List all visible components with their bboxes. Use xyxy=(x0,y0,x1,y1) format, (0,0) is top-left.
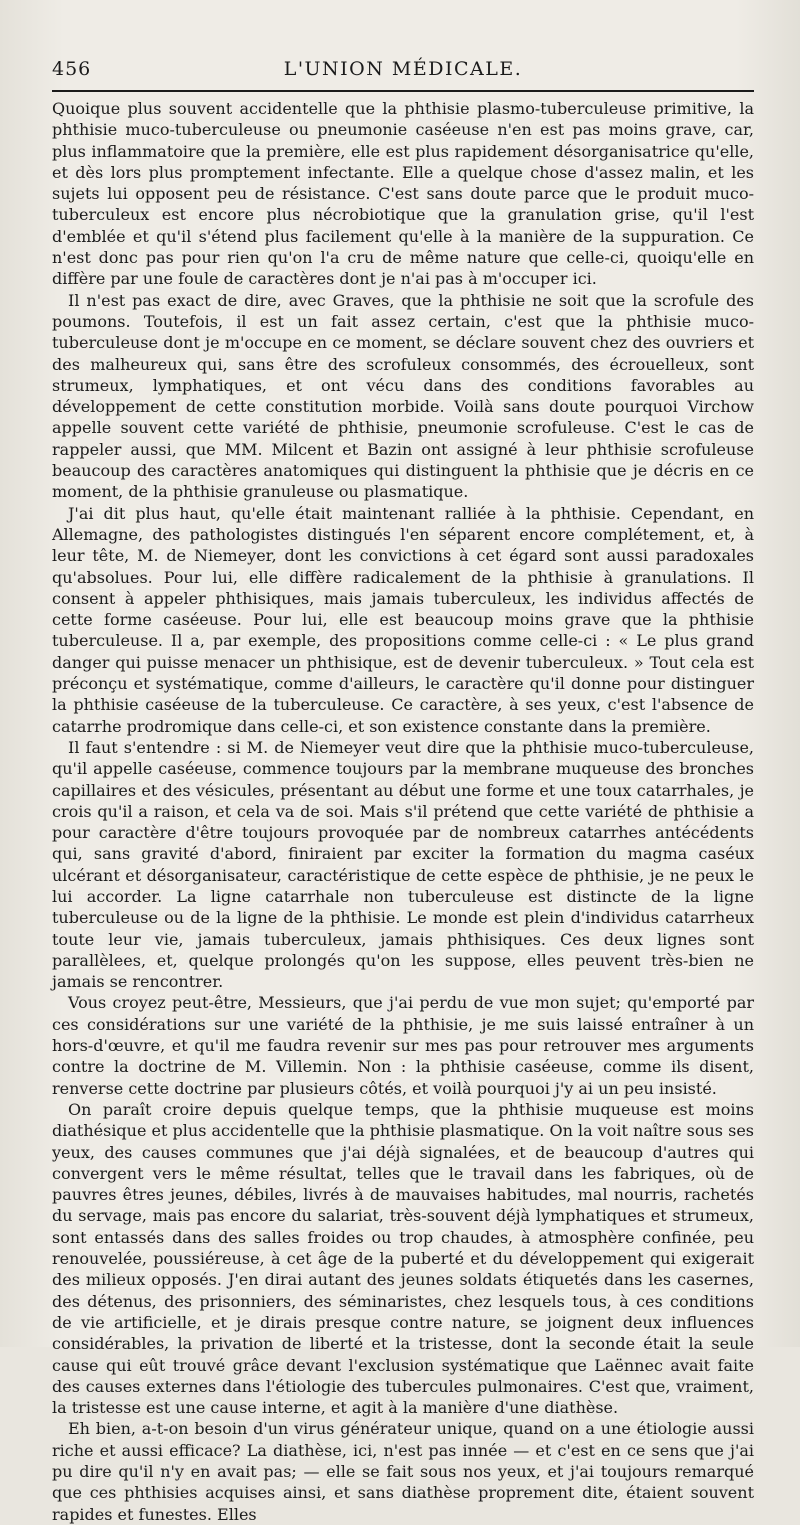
paragraph: J'ai dit plus haut, qu'elle était maintenant ralliée à la phthisie. Cependant, en Allemagne, des pathologistes distingués l'en séparent encore complétement, et, à leur tête, M. de Niemeyer, dont les convictions à cet égard sont aussi paradoxales qu'absolues. Pour lui, elle diffère radicalement de la phthisie à granulations. Il consent à appeler phthisiques, mais jamais tuberculeux, les individus affectés de cette forme caséeuse. Pour lui, elle est beaucoup moins grave que la phthisie tuberculeuse. Il a, par exemple, des propositions comme celle-ci : « Le plus grand danger qui puisse menacer un phthisique, est de devenir tuberculeux. » Tout cela est préconçu et systématique, comme d'ailleurs, le caractère qu'il donne pour distinguer la phthisie caséeuse de la tuberculeuse. Ce caractère, à ses yeux, c'est l'absence de catarrhe prodromique dans celle-ci, et son existence constante dans la première. xyxy=(52,503,754,736)
body-text xyxy=(52,98,754,1525)
paragraph: Il faut s'entendre : si M. de Niemeyer veut dire que la phthisie muco-tuberculeuse, qu'il appelle caséeuse, commence toujours par la membrane muqueuse des bronches capillaires et des vésicules, présentant au début une forme et une toux catarrhales, je crois qu'il a raison, et cela va de soi. Mais s'il prétend que cette variété de phthisie a pour caractère d'être toujours provoquée par de nombreux catarrhes antécédents qui, sans gravité d'abord, finiraient par exciter la formation du magma caséux ulcérant et désorganisateur, caractéristique de cette espèce de phthisie, je ne peux le lui accorder. La ligne catarrhale non tuberculeuse est distincte de la ligne tuberculeuse ou de la ligne de la phthisie. Le monde est plein d'individus catarrheux toute leur vie, jamais tuberculeux, jamais phthisiques. Ces deux lignes sont parallèlees, et, quelque prolongés qu'on les suppose, elles peuvent très-bien ne jamais se rencontrer. xyxy=(52,737,754,992)
running-title: L'UNION MÉDICALE. xyxy=(283,58,523,80)
paragraph: Quoique plus souvent accidentelle que la phthisie plasmo-tuberculeuse primitive, la phthisie muco-tuberculeuse ou pneumonie caséeuse n'en est pas moins grave, car, plus inflammatoire que la première, elle est plus rapidement désorganisatrice qu'elle, et dès lors plus promptement infectante. Elle a quelque chose d'assez malin, et les sujets lui opposent peu de résistance. C'est sans doute parce que le produit muco-tuberculeux est encore plus nécrobiotique que la granulation grise, qu'il l'est d'emblée et qu'il s'étend plus facilement qu'elle à la manière de la suppuration. Ce n'est donc pas pour rien qu'on l'a cru de même nature que celle-ci, quoiqu'elle en diffère par une foule de caractères dont je n'ai pas à m'occuper ici. xyxy=(52,99,754,289)
paragraph: Il n'est pas exact de dire, avec Graves, que la phthisie ne soit que la scrofule des poumons. Toutefois, il est un fait assez certain, c'est que la phthisie muco-tuberculeuse dont je m'occupe en ce moment, se déclare souvent chez des ouvriers et des malheureux qui, sans être des scrofuleux consommés, des écrouelleux, sont strumeux, lymphatiques, et ont vécu dans des conditions favorables au développement de cette constitution morbide. Voilà sans doute pourquoi Virchow appelle souvent cette variété de phthisie, pneumonie scrofuleuse. C'est le cas de rappeler aussi, que MM. Milcent et Bazin ont assigné à leur phthisie scrofuleuse beaucoup des caractères anatomiques qui distinguent la phthisie que je décris en ce moment, de la phthisie granuleuse ou plasmatique. xyxy=(52,290,754,502)
header-rule xyxy=(52,90,754,92)
paragraph: Eh bien, a-t-on besoin d'un virus générateur unique, quand on a une étiologie aussi riche et aussi efficace? La diathèse, ici, n'est pas innée — et c'est en ce sens que j'ai pu dire qu'il n'y en avait pas; — elle se fait sous nos yeux, et j'ai toujours remarqué que ces phthisies acquises ainsi, et sans diathèse proprement dite, étaient souvent rapides et funestes. Elles xyxy=(52,1419,754,1524)
page-number: 456 xyxy=(52,58,92,80)
page-header xyxy=(52,52,754,90)
paragraph: On paraît croire depuis quelque temps, que la phthisie muqueuse est moins diathésique et plus accidentelle que la phthisie plasmatique. On la voit naître sous ses yeux, des causes communes que j'ai déjà signalées, et de beaucoup d'autres qui convergent vers le même résultat, telles que le travail dans les fabriques, où de pauvres êtres jeunes, débiles, livrés à de mauvaises habitudes, mal nourris, rachetés du servage, mais pas encore du salariat, très-souvent déjà lymphatiques et strumeux, sont entassés dans des salles froides ou trop chaudes, à atmosphère confinée, peu renouvelée, poussiéreuse, à cet âge de la puberté et du développement qui exigerait des milieux opposés. J'en dirai autant des jeunes soldats étiquetés dans les casernes, des détenus, des prisonniers, des séminaristes, chez lesquels tous, à ces conditions de vie artificielle, et je dirais presque contre nature, se joignent deux influences considérables, la privation de liberté et la tristesse, dont la seconde était la seule cause qui eût trouvé grâce devant l'exclusion systématique que Laënnec avait faite des causes externes dans l'étiologie des tubercules pulmonaires. C'est que, vraiment, la tristesse est une cause interne, et agit à la manière d'une diathèse. xyxy=(52,1099,754,1418)
paragraph: Vous croyez peut-être, Messieurs, que j'ai perdu de vue mon sujet; qu'emporté par ces considérations sur une variété de la phthisie, je me suis laissé entraîner à un hors-d'œuvre, et qu'il me faudra revenir sur mes pas pour retrouver mes arguments contre la doctrine de M. Villemin. Non : la phthisie caséeuse, comme ils disent, renverse cette doctrine par plusieurs côtés, et voilà pourquoi j'y ai un peu insisté. xyxy=(52,993,754,1098)
